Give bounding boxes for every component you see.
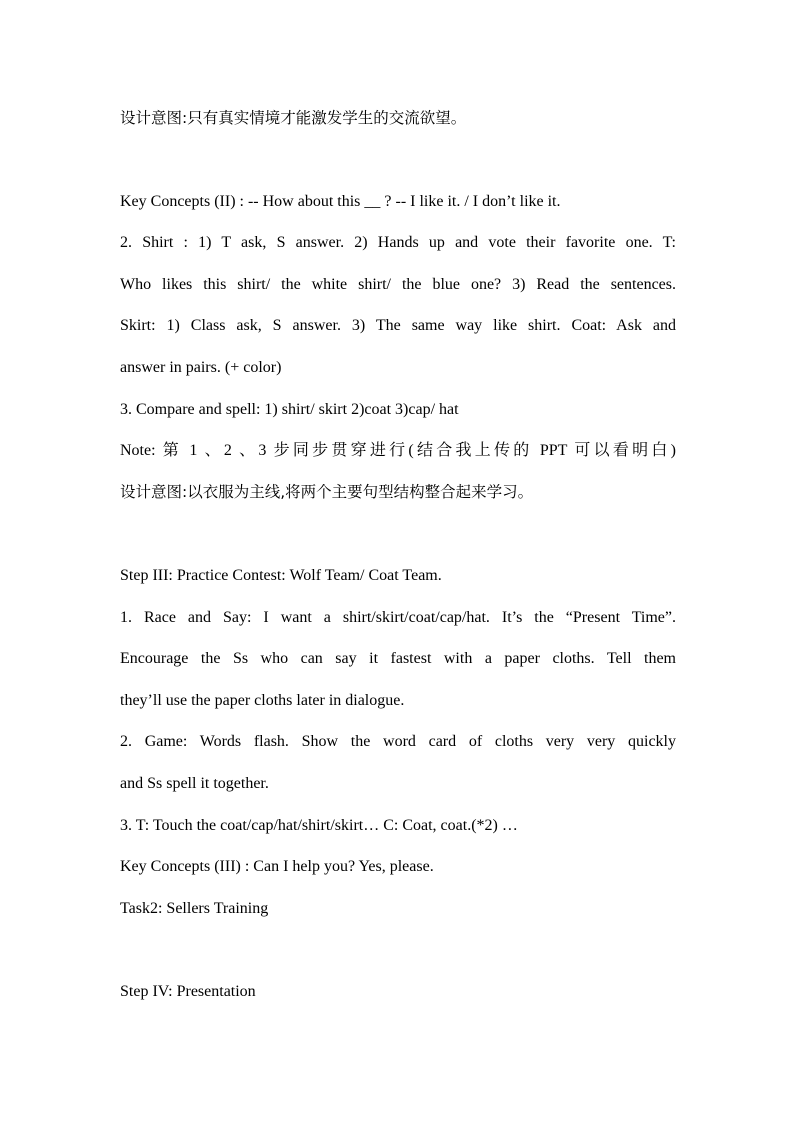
design-intent-1: 设计意图:只有真实情境才能激发学生的交流欲望。 [120,109,467,127]
race-say-line-1: 1. Race and Say: I want a shirt/skirt/coat/cap/hat. It’s the “Present Time”. [120,609,676,626]
game-line-2: and Ss spell it together. [120,775,269,792]
key-concepts-2-line: Key Concepts (II) : -- How about this __ ? -- I like it. / I don’t like it. [120,193,561,210]
race-say-line-2: Encourage the Ss who can say it fastest with a paper cloths. Tell them [120,650,676,667]
skirt-step-line-2: answer in pairs. (+ color) [120,359,282,376]
shirt-step-line-1: 2. Shirt : 1) T ask, S answer. 2) Hands up and vote their favorite one. T: [120,234,676,251]
compare-spell-line: 3. Compare and spell: 1) shirt/ skirt 2)coat 3)cap/ hat [120,401,459,418]
task-2-line: Task2: Sellers Training [120,900,269,917]
note-line: Note: 第 1 、2 、3 步同步贯穿进行(结合我上传的 PPT 可以看明白) [120,442,676,459]
touch-line: 3. T: Touch the coat/cap/hat/shirt/skirt… C: Coat, coat.(*2) … [120,817,518,834]
shirt-step-line-2: Who likes this shirt/ the white shirt/ the blue one? 3) Read the sentences. [120,276,676,293]
skirt-step-line-1: Skirt: 1) Class ask, S answer. 3) The same way like shirt. Coat: Ask and [120,317,676,334]
key-concepts-3-line: Key Concepts (III) : Can I help you? Yes, please. [120,858,434,875]
design-intent-2: 设计意图:以衣服为主线,将两个主要句型结构整合起来学习。 [120,483,534,501]
race-say-line-3: they’ll use the paper cloths later in dialogue. [120,692,405,709]
step-3-heading: Step III: Practice Contest: Wolf Team/ Coat Team. [120,567,442,584]
game-line-1: 2. Game: Words flash. Show the word card of cloths very very quickly [120,733,676,750]
step-4-heading: Step IV: Presentation [120,983,256,1000]
